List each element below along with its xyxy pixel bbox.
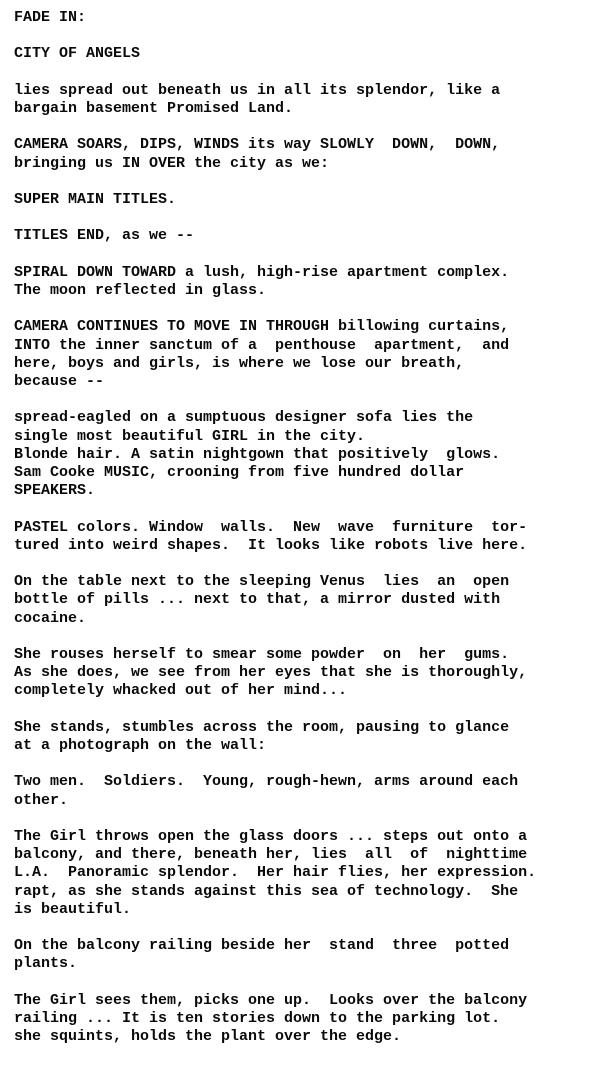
screenplay-paragraph [14, 573, 594, 628]
screenplay-line: CAMERA CONTINUES TO MOVE IN THROUGH billowing curtains, [14, 318, 510, 336]
screenplay-paragraph [14, 937, 594, 973]
screenplay-page [14, 9, 594, 1065]
screenplay-line: TITLES END, as we -- [14, 227, 195, 245]
screenplay-line: tured into weird shapes. It looks like robots live here. [14, 536, 528, 554]
screenplay-line: SUPER MAIN TITLES. [14, 190, 177, 208]
screenplay-line: Blonde hair. A satin nightgown that positively glows. [14, 445, 501, 463]
screenplay-line: The Girl throws open the glass doors ... steps out onto a [14, 827, 528, 845]
screenplay-paragraph [14, 519, 594, 555]
screenplay-line: rapt, as she stands against this sea of technology. She [14, 882, 519, 900]
screenplay-line: single most beautiful GIRL in the city. [14, 427, 366, 445]
screenplay-line: L.A. Panoramic splendor. Her hair flies, her expression. [14, 864, 537, 882]
screenplay-paragraph [14, 828, 594, 919]
screenplay-paragraph [14, 82, 594, 118]
screenplay-line: CITY OF ANGELS [14, 45, 141, 63]
screenplay-line: She rouses herself to smear some powder on her gums. [14, 645, 510, 663]
screenplay-line: lies spread out beneath us in all its splendor, like a [14, 81, 501, 99]
screenplay-paragraph [14, 646, 594, 701]
screenplay-line: completely whacked out of her mind... [14, 682, 348, 700]
screenplay-line: balcony, and there, beneath her, lies all of nighttime [14, 846, 528, 864]
screenplay-line: is beautiful. [14, 900, 132, 918]
screenplay-paragraph [14, 409, 594, 500]
screenplay-line: Two men. Soldiers. Young, rough-hewn, arms around each [14, 773, 519, 791]
screenplay-line: here, boys and girls, is where we lose our breath, [14, 354, 465, 372]
screenplay-paragraph [14, 191, 594, 209]
screenplay-paragraph [14, 719, 594, 755]
screenplay-line: at a photograph on the wall: [14, 736, 267, 754]
screenplay-paragraph [14, 264, 594, 300]
screenplay-paragraph [14, 318, 594, 391]
screenplay-line: SPEAKERS. [14, 482, 96, 500]
screenplay-paragraph [14, 227, 594, 245]
screenplay-line: plants. [14, 955, 78, 973]
screenplay-line: because -- [14, 372, 105, 390]
screenplay-line: On the balcony railing beside her stand three potted [14, 937, 510, 955]
screenplay-line: She stands, stumbles across the room, pausing to glance [14, 718, 510, 736]
screenplay-paragraph [14, 45, 594, 63]
screenplay-paragraph [14, 773, 594, 809]
screenplay-line: As she does, we see from her eyes that she is thoroughly, [14, 664, 528, 682]
screenplay-line: Sam Cooke MUSIC, crooning from five hundred dollar [14, 463, 465, 481]
screenplay-line: PASTEL colors. Window walls. New wave furniture tor- [14, 518, 528, 536]
screenplay-line: INTO the inner sanctum of a penthouse apartment, and [14, 336, 510, 354]
screenplay-paragraph [14, 992, 594, 1047]
screenplay-line: bottle of pills ... next to that, a mirror dusted with [14, 591, 501, 609]
screenplay-line: other. [14, 791, 69, 809]
screenplay-line: railing ... It is ten stories down to the parking lot. [14, 1009, 501, 1027]
screenplay-line: bringing us IN OVER the city as we: [14, 154, 330, 172]
screenplay-paragraph [14, 9, 594, 27]
screenplay-line: she squints, holds the plant over the edge. [14, 1028, 402, 1046]
screenplay-line: On the table next to the sleeping Venus lies an open [14, 573, 510, 591]
screenplay-paragraph [14, 136, 594, 172]
screenplay-line: cocaine. [14, 609, 87, 627]
screenplay-line: bargain basement Promised Land. [14, 99, 294, 117]
screenplay-line: The moon reflected in glass. [14, 281, 267, 299]
screenplay-line: SPIRAL DOWN TOWARD a lush, high-rise apartment complex. [14, 263, 510, 281]
screenplay-line: CAMERA SOARS, DIPS, WINDS its way SLOWLY DOWN, DOWN, [14, 136, 501, 154]
screenplay-line: The Girl sees them, picks one up. Looks over the balcony [14, 991, 528, 1009]
screenplay-line: spread-eagled on a sumptuous designer sofa lies the [14, 409, 474, 427]
screenplay-line: FADE IN: [14, 9, 87, 26]
